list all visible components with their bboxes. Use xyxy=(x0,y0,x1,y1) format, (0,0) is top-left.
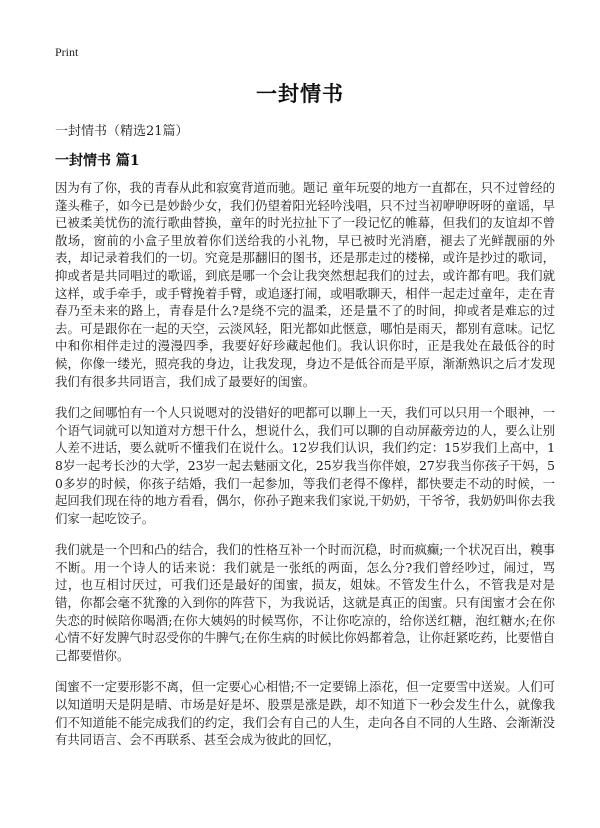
body-text xyxy=(55,179,555,763)
paragraph-4: 闺蜜不一定要形影不离，但一定要心心相惜;不一定要锦上添花，但一定要雪中送炭。人们可以知道明天是阴是晴、市场是好是坏、股票是涨是跌，却不知道下一秒会发生什么，就像我们不知道能不能完成我们的约定，我们会有自己的人生，走向各自不同的人生路、会渐渐没有共同语言、会不再联系、甚至会成为彼此的回忆， xyxy=(55,679,555,748)
document-title: 一封情书 xyxy=(256,82,344,106)
paragraph-2: 我们之间哪怕有一个人只说嗯对的没错好的吧都可以聊上一天，我们可以只用一个眼神，一个语气词就可以知道对方想干什么，想说什么，我们可以聊的自动屏蔽旁边的人，要么让别人差不进话，要么就听不懂我们在说什么。12岁我们认识，我们约定：15岁我们上高中，18岁一起考长沙的大学，23岁一起去魅丽文化，25岁我当你伴娘，27岁我当你孩子干妈，50多岁的时候，你孩子结婚，我们一起参加，等我们老得不像样，都快要走不动的时候，一起回我们现在待的地方看看，偶尔，你孙子跑来我们家说,干奶奶，干爷爷，我奶奶叫你去我们家一起吃饺子。 xyxy=(55,405,555,526)
document-subtitle: 一封情书（精选21篇） xyxy=(55,124,189,139)
paragraph-1: 因为有了你，我的青春从此和寂寞背道而驰。题记 童年玩耍的地方一直都在，只不过曾经的蓬头稚子，如今已是妙龄少女，我们仍望着阳光轻吟浅唱，只不过当初咿咿呀呀的童谣，早已被柔美忧伤的流行歌曲替换，童年的时光拉扯下了一段记忆的帷幕，但我们的友谊却不曾散场，窗前的小盒子里放着你们送给我的小礼物，早已被时光消磨，褪去了光鲜靓丽的外表，却记录着我们的一切。究竟是那翻旧的图书，还是那走过的楼梯，或许是抄过的歌词，抑或者是共同唱过的歌谣，到底是哪一个会让我突然想起我们的过去，或许都有吧。我们就这样，或手牵手，或手臂挽着手臂，或追逐打闹，或唱歌聊天，相伴一起走过童年，走在青春乃至未来的路上，青春是什么?是绕不完的温柔，还是量不了的时间，抑或者是难忘的过去。可是跟你在一起的天空，云淡风轻，阳光都如此惬意，哪怕是雨天，都别有意味。记忆中和你相伴走过的漫漫四季，我要好好珍藏起他们。我认识你时，正是我处在最低谷的时候，你像一缕光，照亮我的身边，让我发现，身边不是低谷而是平原，渐渐熟识之后才发现我们有很多共同语言，我们成了最要好的闺蜜。 xyxy=(55,180,555,389)
section-heading: 一封情书 篇1 xyxy=(55,153,140,169)
print-label: Print xyxy=(55,45,79,59)
paragraph-3: 我们就是一个凹和凸的结合，我们的性格互补一个时而沉稳，时而疯癫;一个状况百出，糗事不断。用一个诗人的话来说：我们就是一张纸的两面，怎么分?我们曾经吵过，闹过，骂过，也互相讨厌过，可我们还是最好的闺蜜，损友，姐妹。不管发生什么，不管我是对是错，你都会毫不犹豫的入到你的阵营下，为我说话，这就是真正的闺蜜。只有闺蜜才会在你失恋的时候陪你喝酒;在你大姨妈的时候骂你，不让你吃凉的，给你送红糖，泡红糖水;在你心情不好发脾气时忍受你的牛脾气;在你生病的时候比你妈都着急，让你赶紧吃药，比要惜自己都要惜你。 xyxy=(55,542,555,663)
